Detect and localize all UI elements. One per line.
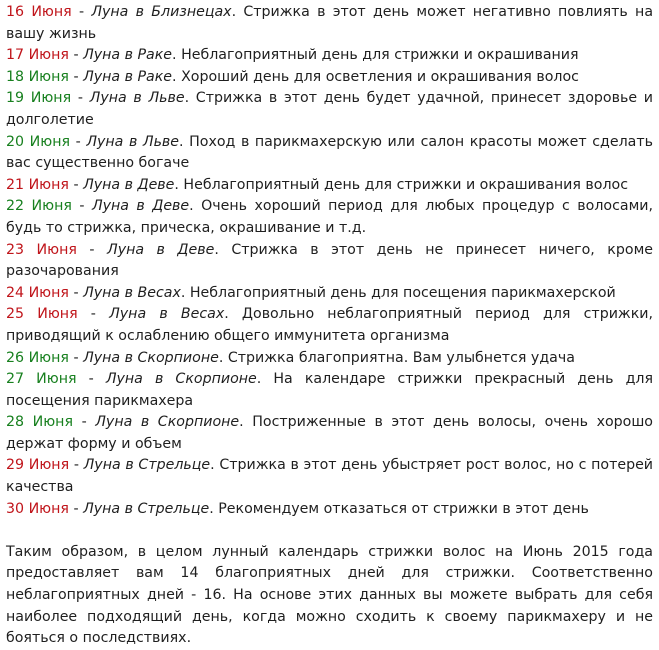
entry-date: 26 Июня [6,349,69,366]
entry-date: 23 Июня [6,241,77,258]
entry-separator: - [71,198,92,215]
calendar-entry [6,283,653,305]
entry-description: . Довольно неблагоприятный период для стрижки, приводящий к ослаблению общего иммунитета организма [6,306,654,344]
entry-date: 17 Июня [6,47,69,64]
calendar-entry [6,304,653,347]
entry-separator: - [68,349,84,366]
entry-date: 18 Июня [6,68,69,85]
calendar-entry [6,88,653,131]
entry-date: 30 Июня [6,500,69,517]
calendar-entry [6,240,653,283]
calendar-entry [6,196,653,239]
entry-moon-phase: Луна в Стрельце [83,457,211,474]
entry-moon-phase: Луна в Весах [83,284,181,301]
entry-separator: - [76,241,108,258]
calendar-entry [6,175,653,197]
calendar-entry [6,455,653,498]
entry-moon-phase: Луна в Деве [107,241,215,258]
entry-description: . Неблагоприятный день для стрижки и окрашивания волос [174,176,629,193]
entry-description: . Стрижка благоприятна. Вам улыбнется удача [218,349,575,366]
entry-description: . Очень хороший период для любых процедур с волосами, будь то стрижка, прическа, окрашивание и т.д. [6,198,653,236]
entry-separator: - [76,371,106,388]
entry-date: 20 Июня [6,133,71,150]
entry-description: . На календаре стрижки прекрасный день для посещения парикмахера [6,371,654,409]
entry-moon-phase: Луна в Льве [89,90,185,107]
entry-date: 28 Июня [6,414,73,431]
entry-date: 29 Июня [6,457,70,474]
calendar-entry [6,369,653,412]
summary-paragraph: Таким образом, в целом лунный календарь стрижки волос на Июнь 2015 года предоставляет вам 14 благоприятных дней для стрижки. Соответственно неблагоприятных дней - 16. На основе этих данных вы можете выбрать для себя наиболее подходящий день, когда можно сходить к своему парикмахеру и не бояться о последствиях. [6,543,653,647]
calendar-entry [6,2,653,45]
entry-separator: - [71,90,90,107]
entry-description: . Неблагоприятный день для посещения парикмахерской [180,284,616,301]
entry-separator: - [68,176,84,193]
calendar-entry [6,67,653,89]
entry-moon-phase: Луна в Стрельце [83,500,210,517]
calendar-entry [6,132,653,175]
entry-description: . Неблагоприятный день для стрижки и окрашивания [172,47,579,64]
paragraph-spacer [6,520,653,542]
calendar-entry [6,348,653,370]
calendar-entry [6,45,653,67]
entry-description: . Стрижка в этот день не принесет ничего, кроме разочарования [6,241,653,280]
entry-moon-phase: Луна в Близнецах [91,4,232,20]
entry-moon-phase: Луна в Раке [83,47,173,64]
entry-description: . Стрижка в этот день может негативно повлиять на вашу жизнь [6,4,654,42]
entry-date: 19 Июня [6,90,72,107]
entry-separator: - [70,133,87,150]
entry-description: . Постриженные в этот день волосы, очень хорошо держат форму и объем [6,414,653,452]
entry-moon-phase: Луна в Скорпионе [105,371,257,388]
entry-date: 21 Июня [6,176,69,193]
entry-moon-phase: Луна в Скорпионе [83,349,219,366]
entry-date: 16 Июня [6,4,72,20]
entry-moon-phase: Луна в Скорпионе [95,414,240,431]
entry-description: . Рекомендуем отказаться от стрижки в этот день [209,500,589,517]
entry-date: 25 Июня [6,306,78,323]
entry-moon-phase: Луна в Раке [83,68,173,85]
entry-separator: - [68,68,84,85]
entry-date: 27 Июня [6,371,77,388]
calendar-entries [6,2,653,520]
calendar-entry [6,412,653,455]
entry-description: . Хороший день для осветления и окрашивания волос [172,68,579,85]
entry-date: 22 Июня [6,198,72,215]
entry-separator: - [71,4,92,20]
entry-separator: - [68,47,84,64]
entry-separator: - [73,414,96,431]
entry-separator: - [69,457,84,474]
entry-moon-phase: Луна в Деве [83,176,175,193]
entry-separator: - [68,284,84,301]
entry-description: . Стрижка в этот день убыстряет рост волос, но с потерей качества [6,457,654,496]
entry-moon-phase: Луна в Весах [109,306,225,323]
entry-separator: - [77,306,110,323]
entry-moon-phase: Луна в Деве [91,198,190,215]
entry-description: . Стрижка в этот день будет удачной, принесет здоровье и долголетие [6,90,653,128]
entry-date: 24 Июня [6,284,69,301]
entry-moon-phase: Луна в Льве [86,133,180,150]
entry-separator: - [68,500,84,517]
calendar-entry [6,499,653,521]
entry-description: . Поход в парикмахерскую или салон красоты может сделать вас существенно богаче [6,133,653,172]
